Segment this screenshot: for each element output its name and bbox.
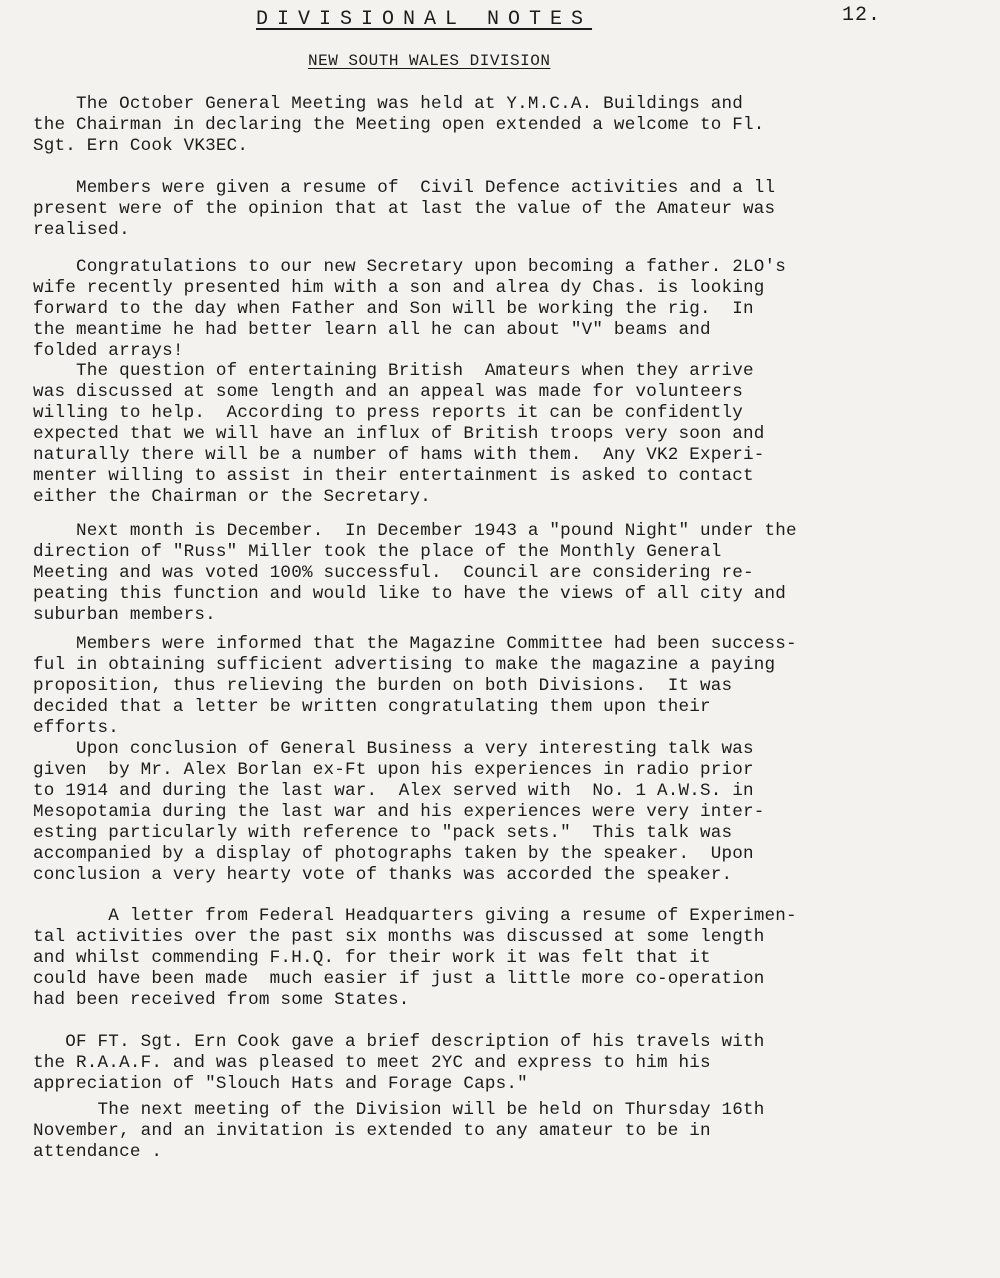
paragraph-magazine-committee: Members were informed that the Magazine Committee had been success- ful in obtaining sufficient advertising to make the magazine a paying proposition, thus relieving the burden on both Divisions. It was decided that a letter be written congratulating them upon their efforts. (33, 634, 797, 738)
paragraph-next-meeting: The next meeting of the Division will be held on Thursday 16th November, and an invitation is extended to any amateur to be in attendance . (33, 1100, 765, 1162)
paragraph-meeting-opening: The October General Meeting was held at Y.M.C.A. Buildings and the Chairman in declaring the Meeting open extended a welcome to Fl. Sgt. Ern Cook VK3EC. (33, 94, 765, 156)
paragraph-pound-night: Next month is December. In December 1943 a "pound Night" under the direction of "Russ" Miller took the place of the Monthly General Meeting and was voted 100% successful. Council are considering re- peating this function and would like to have the views of all city and suburban members. (33, 521, 797, 625)
paragraph-federal-headquarters: A letter from Federal Headquarters giving a resume of Experimen- tal activities over the past six months was discussed at some length and whilst commending F.H.Q. for their work it was felt that it could have been made much easier if just a little more co-operation had been received from some States. (33, 906, 797, 1010)
paragraph-civil-defence: Members were given a resume of Civil Defence activities and a ll present were of the opinion that at last the value of the Amateur was realised. (33, 178, 776, 240)
division-subheading: NEW SOUTH WALES DIVISION (308, 52, 551, 70)
section-heading: DIVISIONAL NOTES (256, 8, 593, 31)
paragraph-congratulations: Congratulations to our new Secretary upon becoming a father. 2LO's wife recently presented him with a son and alrea dy Chas. is looking forward to the day when Father and Son will be working the rig. In the meantime he had better learn all he can about "V" beams and folded arrays! (33, 257, 787, 361)
paragraph-british-amateurs: The question of entertaining British Amateurs when they arrive was discussed at some length and an appeal was made for volunteers willing to help. According to press reports it can be confidently expected that we will have an influx of British troops very soon and naturally there will be a number of hams with them. Any VK2 Experi- menter willing to assist in their entertainment is asked to contact either the Chairman or the Secretary. (33, 361, 765, 507)
page-number: 12. (842, 4, 882, 27)
paragraph-ern-cook: OF FT. Sgt. Ern Cook gave a brief description of his travels with the R.A.A.F. and was pleased to meet 2YC and express to him his appreciation of "Slouch Hats and Forage Caps." (33, 1032, 765, 1094)
paragraph-talk: Upon conclusion of General Business a very interesting talk was given by Mr. Alex Borlan ex-Ft upon his experiences in radio prior to 1914 and during the last war. Alex served with No. 1 A.W.S. in Mesopotamia during the last war and his experiences were very inter- esting particularly with reference to "pack sets." This talk was accompanied by a display of photographs taken by the speaker. Upon conclusion a very hearty vote of thanks was accorded the speaker. (33, 739, 765, 885)
